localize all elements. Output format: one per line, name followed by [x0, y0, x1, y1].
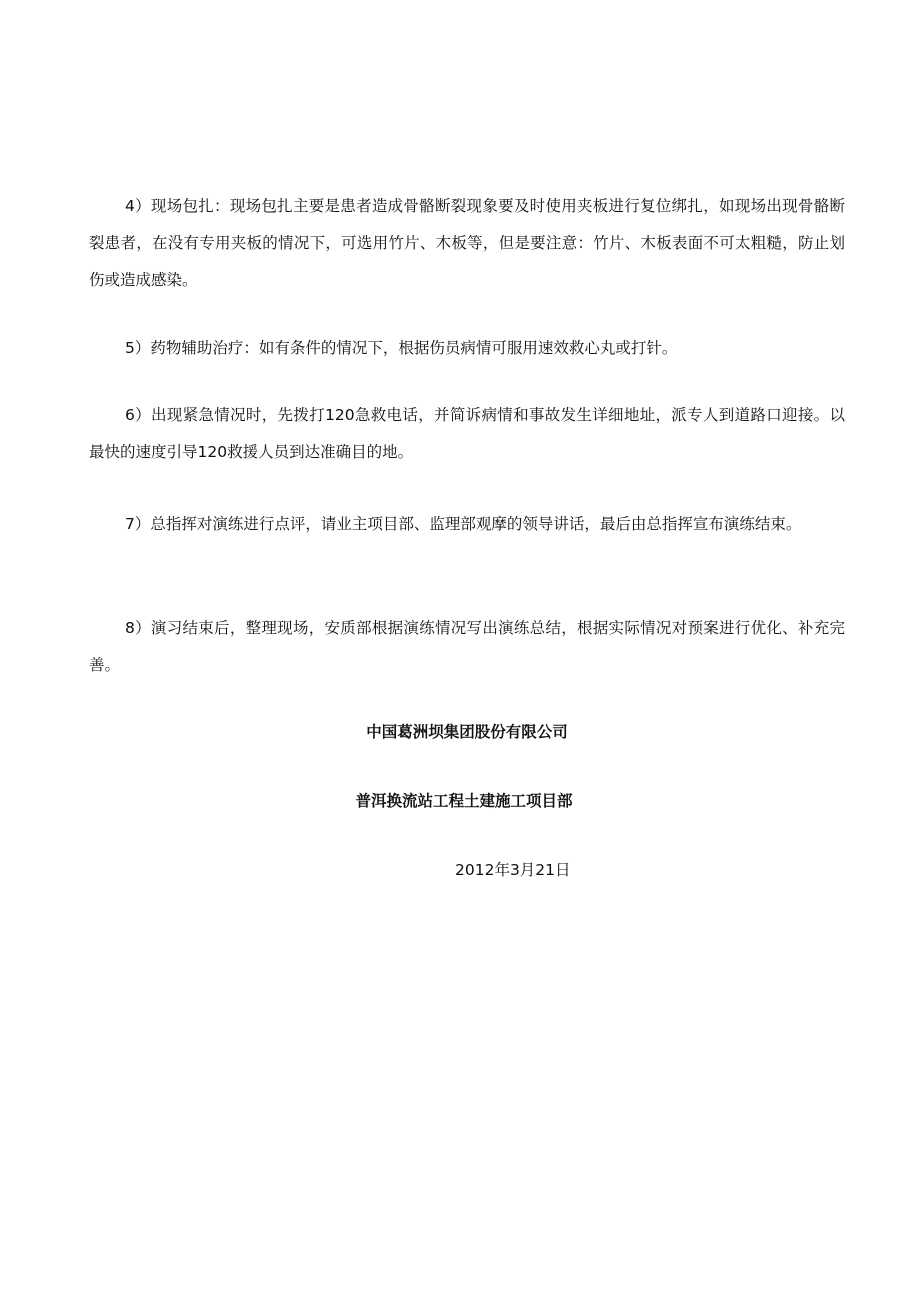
paragraph-item-6: 6）出现紧急情况时，先拨打120急救电话，并简诉病情和事故发生详细地址，派专人到道路口迎接。以最快的速度引导120救援人员到达准确目的地。 [89, 406, 845, 461]
paragraph-item-7: 7）总指挥对演练进行点评，请业主项目部、监理部观摩的领导讲话，最后由总指挥宣布演练结束。 [125, 515, 802, 533]
paragraph-item-8: 8）演习结束后，整理现场，安质部根据演练情况写出演练总结，根据实际情况对预案进行优化、补充完善。 [89, 619, 845, 674]
paragraph-item-4: 4）现场包扎：现场包扎主要是患者造成骨骼断裂现象要及时使用夹板进行复位绑扎，如现场出现骨骼断裂患者，在没有专用夹板的情况下，可选用竹片、木板等，但是要注意：竹片、木板表面不可太粗糙，防止划伤或造成感染。 [89, 197, 845, 289]
signature-department: 普洱换流站工程土建施工项目部 [355, 792, 573, 810]
paragraph-item-5: 5）药物辅助治疗：如有条件的情况下，根据伤员病情可服用速效救心丸或打针。 [125, 339, 678, 357]
signature-company: 中国葛洲坝集团股份有限公司 [366, 723, 568, 741]
signature-date: 2012年3月21日 [455, 861, 571, 879]
